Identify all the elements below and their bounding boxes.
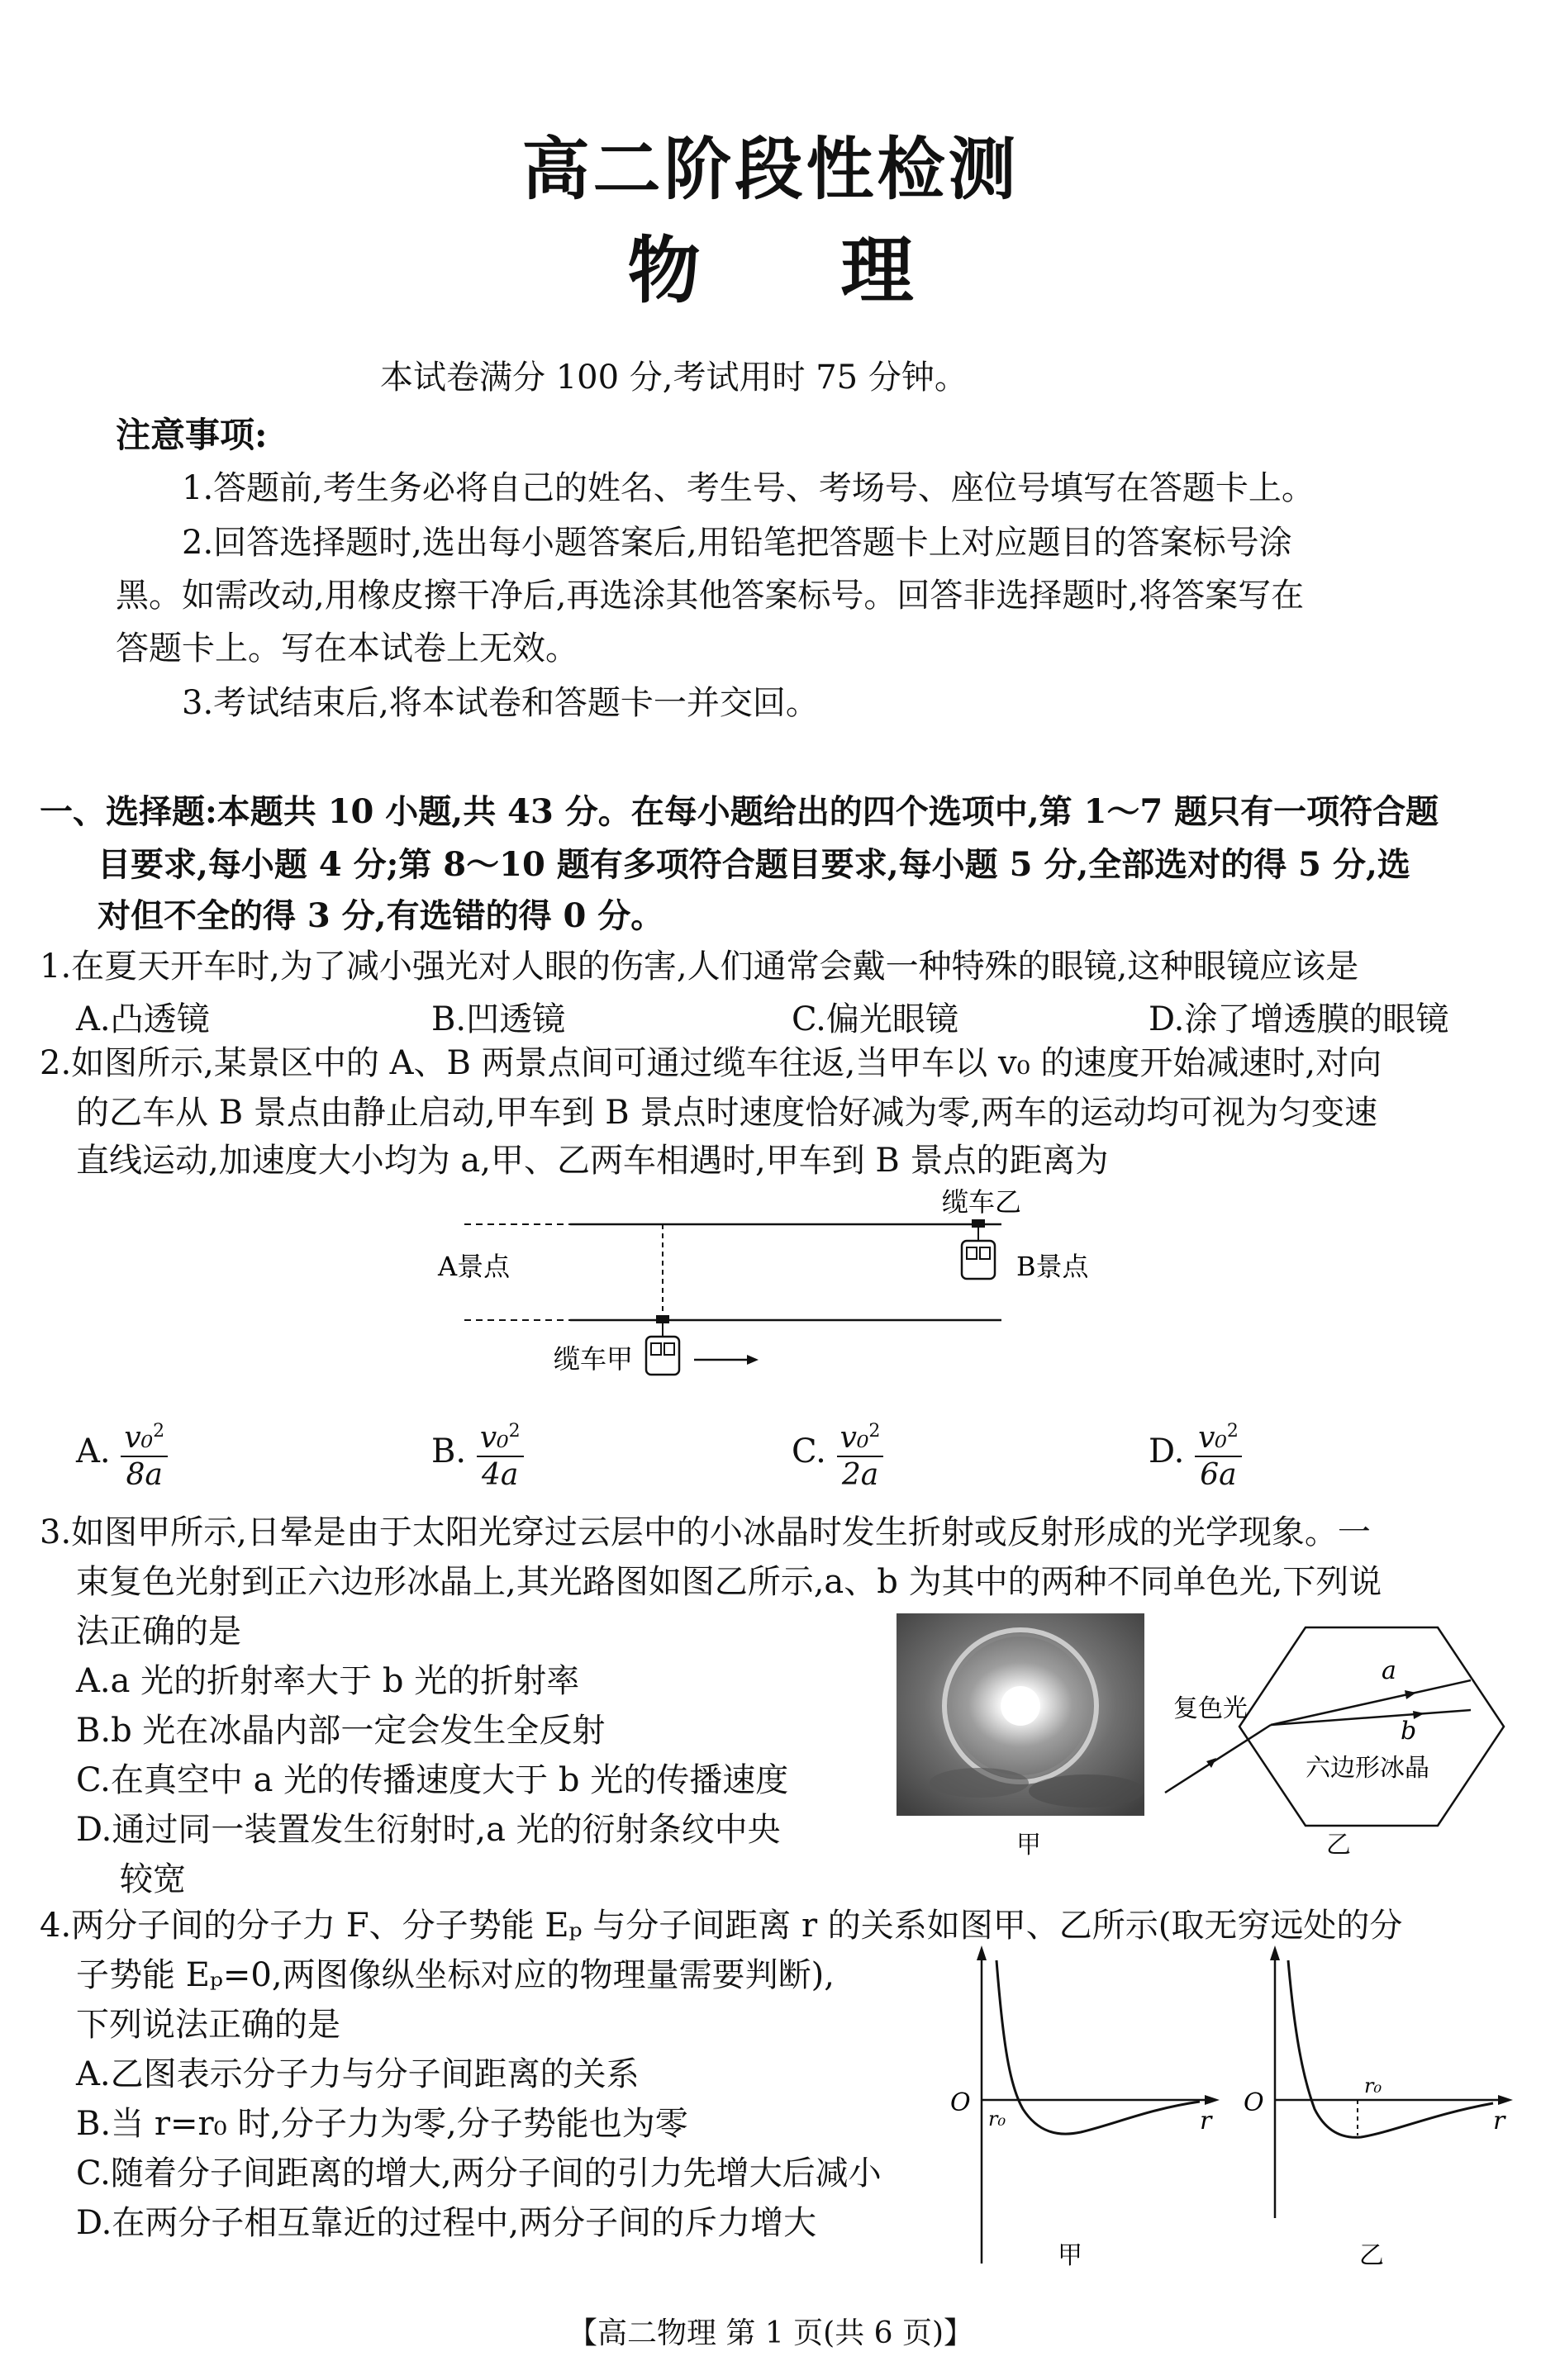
motion-arrow-icon [694, 1355, 759, 1365]
page-footer: 【高二物理 第 1 页(共 6 页)】 [567, 2316, 974, 2350]
q2-option-d: D. $\frac{v_0^2}{6a}$ [1149, 1414, 1242, 1494]
notice-item-3: 3.考试结束后,将本试卷和答题卡一并交回。 [182, 684, 819, 722]
r0-label: r₀ [1364, 2074, 1382, 2097]
q3-stem-line2: 束复色光射到正六边形冰晶上,其光路图如图乙所示,a、b 为其中的两种不同单色光,下列说 [76, 1563, 1382, 1601]
cable-car-jia-icon [646, 1315, 679, 1375]
label-composite-light: 复色光 [1173, 1694, 1248, 1723]
label-hex-crystal: 六边形冰晶 [1306, 1754, 1429, 1783]
q4-stem-line1: 4.两分子间的分子力 F、分子势能 Eₚ 与分子间距离 r 的关系如图甲、乙所示(取无穷远处的分 [40, 1907, 1403, 1945]
q3-stem-line3: 法正确的是 [76, 1613, 241, 1651]
q2-option-b: B. $\frac{v_0^2}{4a}$ [431, 1414, 524, 1494]
q4-stem-line2: 子势能 Eₚ=0,两图像纵坐标对应的物理量需要判断), [76, 1956, 835, 1994]
q2-stem-line3: 直线运动,加速度大小均为 a,甲、乙两车相遇时,甲车到 B 景点的距离为 [76, 1142, 1109, 1180]
r0-label: r₀ [988, 2107, 1006, 2131]
q3-fig-label-yi: 乙 [1326, 1831, 1351, 1860]
q3-option-a: A.a 光的折射率大于 b 光的折射率 [76, 1662, 580, 1700]
notice-item-2-line3: 答题卡上。写在本试卷上无效。 [116, 629, 578, 667]
q4-option-a: A.乙图表示分子力与分子间距离的关系 [76, 2055, 640, 2093]
force-curve-graph-jia [942, 1945, 1223, 2276]
label-a-spot: A景点 [438, 1251, 511, 1282]
q1-option-d: D.涂了增透膜的眼镜 [1149, 1000, 1449, 1038]
subject-title: 物理 [627, 227, 1054, 313]
q3-option-d-line1: D.通过同一装置发生衍射时,a 光的衍射条纹中央 [76, 1811, 781, 1849]
q2-stem-line1: 2.如图所示,某景区中的 A、B 两景点间可通过缆车往返,当甲车以 v₀ 的速度开始减速时,对向 [40, 1044, 1382, 1082]
label-ray-b: b [1401, 1717, 1417, 1746]
label-car-jia: 缆车甲 [554, 1343, 634, 1375]
origin-label: O [1244, 2088, 1264, 2117]
q3-fig-label-jia: 甲 [1016, 1831, 1041, 1860]
label-ray-a: a [1382, 1656, 1396, 1685]
notice-heading: 注意事项: [116, 415, 268, 455]
notice-item-2-line2: 黑。如需改动,用橡皮擦干净后,再选涂其他答案标号。回答非选择题时,将答案写在 [116, 577, 1305, 615]
q1-option-a: A.凸透镜 [76, 1000, 210, 1038]
potential-curve-graph-yi [1235, 1945, 1516, 2276]
q3-option-b: B.b 光在冰晶内部一定会发生全反射 [76, 1712, 606, 1750]
notice-item-1: 1.答题前,考生务必将自己的姓名、考生号、考场号、座位号填写在答题卡上。 [182, 469, 1315, 507]
q4-stem-line3: 下列说法正确的是 [76, 2006, 340, 2044]
exam-intro: 本试卷满分 100 分,考试用时 75 分钟。 [380, 359, 968, 397]
r-axis-label: r [1200, 2107, 1212, 2135]
hexagon-crystal-diagram [1165, 1619, 1512, 1850]
graph-label-yi: 乙 [1359, 2241, 1384, 2270]
notice-item-2-line1: 2.回答选择题时,选出每小题答案后,用铅笔把答题卡上对应题目的答案标号涂 [182, 524, 1292, 562]
section-heading-line3: 对但不全的得 3 分,有选错的得 0 分。 [98, 896, 664, 935]
r-axis-label: r [1493, 2107, 1505, 2135]
origin-label: O [950, 2088, 971, 2117]
label-b-spot: B景点 [1016, 1251, 1089, 1282]
q4-option-b: B.当 r=r₀ 时,分子力为零,分子势能也为零 [76, 2105, 688, 2143]
q4-option-c: C.随着分子间距离的增大,两分子间的引力先增大后减小 [76, 2154, 882, 2192]
q3-stem-line1: 3.如图甲所示,日晕是由于太阳光穿过云层中的小冰晶时发生折射或反射形成的光学现象。一 [40, 1513, 1371, 1551]
q3-option-c: C.在真空中 a 光的传播速度大于 b 光的传播速度 [76, 1761, 789, 1799]
graph-label-jia: 甲 [1058, 2241, 1082, 2270]
section-heading-line1: 一、选择题:本题共 10 小题,共 43 分。在每小题给出的四个选项中,第 1～7 题只有一项符合题 [40, 792, 1439, 831]
exam-title: 高二阶段性检测 [521, 130, 1020, 209]
label-car-yi: 缆车乙 [942, 1186, 1022, 1218]
q4-option-d: D.在两分子相互靠近的过程中,两分子间的斥力增大 [76, 2204, 817, 2242]
cable-car-yi-icon [962, 1219, 995, 1279]
q1-stem: 1.在夏天开车时,为了减小强光对人眼的伤害,人们通常会戴一种特殊的眼镜,这种眼镜应该是 [40, 948, 1359, 986]
section-heading-line2: 目要求,每小题 4 分;第 8～10 题有多项符合题目要求,每小题 5 分,全部选对的得 5 分,选 [98, 845, 1410, 884]
sun-halo-photo [897, 1613, 1144, 1816]
q1-option-c: C.偏光眼镜 [792, 1000, 958, 1038]
q2-stem-line2: 的乙车从 B 景点由静止启动,甲车到 B 景点时速度恰好减为零,两车的运动均可视为匀变速 [76, 1094, 1378, 1132]
cable-car-figure [413, 1181, 1089, 1404]
q1-option-b: B.凹透镜 [431, 1000, 566, 1038]
q3-option-d-line2: 较宽 [120, 1860, 186, 1898]
q2-option-a: A. $\frac{v_0^2}{8a}$ [76, 1414, 168, 1494]
q2-option-c: C. $\frac{v_0^2}{2a}$ [792, 1414, 883, 1494]
